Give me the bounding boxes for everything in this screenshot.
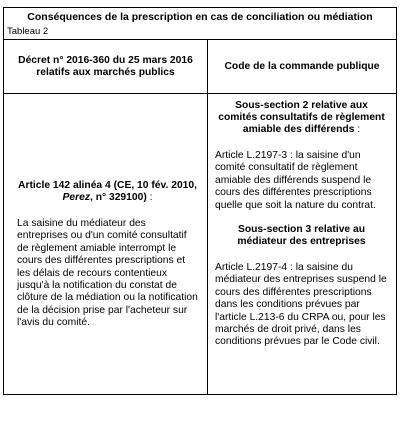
table-caption: Tableau 2	[7, 26, 49, 37]
content-row	[4, 94, 397, 395]
article-l2197-3-paragraph: Article L.2197-3 : la saisine d'un comité consultatif de règlement amiable des différends suspend le cours des différentes prescriptions quelle que soit la nature du contrat.	[215, 150, 376, 211]
subsection-2-heading	[215, 100, 388, 136]
subsection-2-heading-text: Sous-section 2 relative aux comités consultatifs de règlement amiable des différends	[218, 100, 385, 135]
table-title: Conséquences de la prescription en cas de conciliation ou médiation	[27, 11, 373, 23]
article-142-paragraph: La saisine du médiateur des entreprises ou d'un comité consultatif de règlement amiable interrompt le cours des différentes prescriptions et les délais de recours contentieux jusqu'à la notification du constat de clôture de la médiation ou la notification de la décision prise par l'acheteur sur l'avis du comité.	[17, 218, 198, 329]
right-content-cell	[208, 94, 397, 395]
subsection-3-heading: Sous-section 3 relative au médiateur des entreprises	[237, 224, 366, 248]
title-row	[4, 8, 397, 40]
left-content-cell	[4, 94, 208, 395]
article-142-heading-colon: :	[146, 192, 153, 203]
column-header-row	[4, 40, 397, 94]
subsection-2-heading-colon: :	[354, 124, 361, 135]
title-cell	[4, 8, 397, 40]
article-142-heading-end: , n° 329100)	[89, 192, 147, 203]
article-142-heading	[17, 180, 198, 204]
article-142-heading-italic: Perez	[62, 192, 90, 203]
column-header-code: Code de la commande publique	[208, 40, 397, 94]
prescription-table	[3, 7, 397, 395]
column-header-decret: Décret n° 2016-360 du 25 mars 2016 relatifs aux marchés publics	[4, 40, 208, 94]
article-l2197-4-paragraph: Article L.2197-4 : la saisine du médiateur des entreprises suspend le cours des différentes prescriptions dans les conditions prévues par l'article L.213-6 du CRPA ou, pour les marchés de droit privé, dans les conditions prévues par le Code civil.	[215, 262, 387, 348]
article-142-heading-text: Article 142 alinéa 4 (CE, 10 fév. 2010,	[18, 180, 197, 191]
